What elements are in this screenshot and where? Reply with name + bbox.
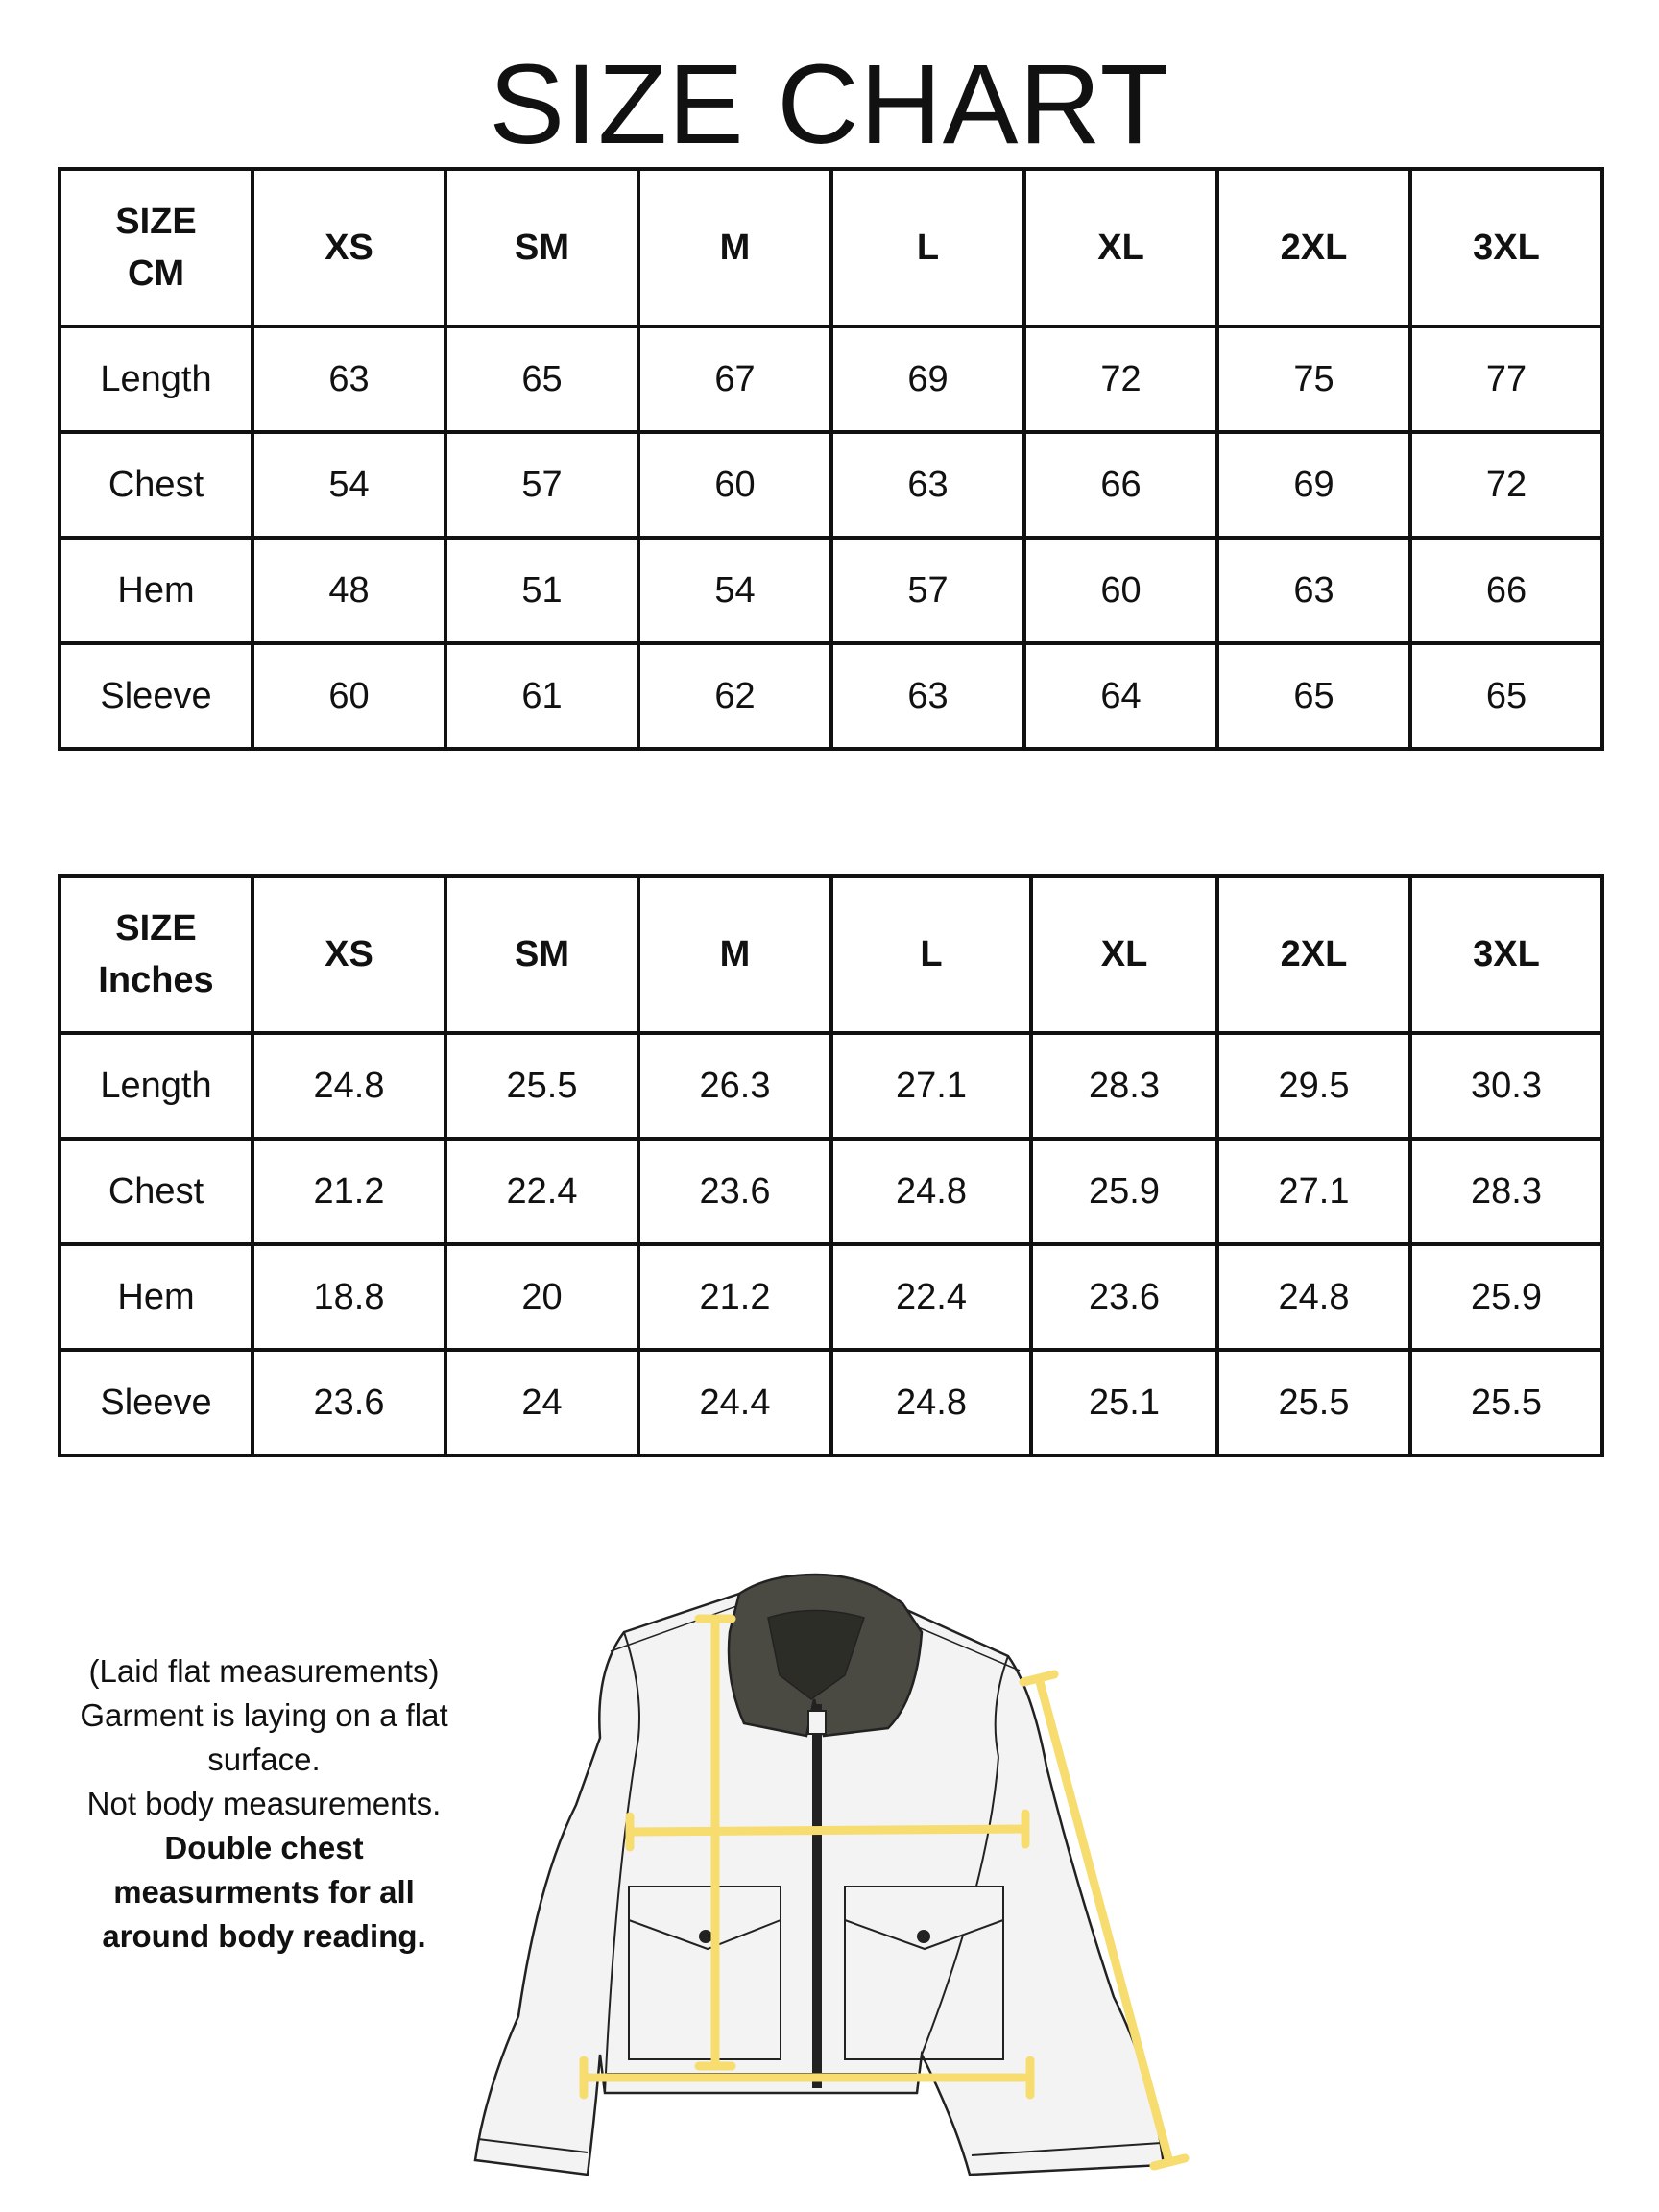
table-cell: 22.4 <box>831 1244 1031 1350</box>
table-cell: 77 <box>1410 326 1602 432</box>
jacket-measurement-icon <box>451 1536 1219 2208</box>
table-cell: 57 <box>831 538 1024 643</box>
size-header: L <box>831 876 1031 1033</box>
table-cell: 72 <box>1024 326 1217 432</box>
table-cell: 54 <box>638 538 831 643</box>
table-cell: 67 <box>638 326 831 432</box>
row-label: Chest <box>60 1139 252 1244</box>
table-cell: 29.5 <box>1217 1033 1410 1139</box>
size-header: 3XL <box>1410 169 1602 326</box>
table-cell: 24 <box>445 1350 638 1455</box>
table-header-row <box>60 876 1602 1033</box>
note-line: Garment is laying on a flat <box>80 1697 448 1733</box>
row-label: Sleeve <box>60 1350 252 1455</box>
table-cell: 23.6 <box>252 1350 445 1455</box>
table-cell: 61 <box>445 643 638 749</box>
table-cell: 24.4 <box>638 1350 831 1455</box>
table-cell: 25.5 <box>1410 1350 1602 1455</box>
table-cell: 63 <box>831 643 1024 749</box>
unit-label: CM <box>127 253 185 294</box>
table-cell: 23.6 <box>638 1139 831 1244</box>
table-cell: 27.1 <box>831 1033 1031 1139</box>
table-cell: 27.1 <box>1217 1139 1410 1244</box>
table-cell: 66 <box>1024 432 1217 538</box>
size-header: 3XL <box>1410 876 1602 1033</box>
size-label: SIZE <box>115 202 197 242</box>
table-row <box>60 1244 1602 1350</box>
table-cell: 25.9 <box>1031 1139 1217 1244</box>
zipper <box>812 1704 822 2088</box>
table-row <box>60 432 1602 538</box>
size-unit-label <box>60 876 252 1033</box>
table-cell: 28.3 <box>1410 1139 1602 1244</box>
size-header: SM <box>445 169 638 326</box>
table-cell: 65 <box>1410 643 1602 749</box>
note-line: surface. <box>207 1742 321 1777</box>
table-cell: 60 <box>1024 538 1217 643</box>
table-cell: 60 <box>638 432 831 538</box>
table-cell: 24.8 <box>252 1033 445 1139</box>
table-cell: 51 <box>445 538 638 643</box>
size-header: SM <box>445 876 638 1033</box>
table-cell: 65 <box>445 326 638 432</box>
note-bold-line: around body reading. <box>102 1918 426 1954</box>
table-cell: 75 <box>1217 326 1410 432</box>
size-header: 2XL <box>1217 169 1410 326</box>
table-cell: 69 <box>1217 432 1410 538</box>
table-cell: 28.3 <box>1031 1033 1217 1139</box>
row-label: Length <box>60 1033 252 1139</box>
page-title: SIZE CHART <box>489 41 1170 168</box>
table-cell: 30.3 <box>1410 1033 1602 1139</box>
note-bold-line: measurments for all <box>113 1874 415 1910</box>
size-header: L <box>831 169 1024 326</box>
table-cell: 64 <box>1024 643 1217 749</box>
table-cell: 65 <box>1217 643 1410 749</box>
size-header: XL <box>1024 169 1217 326</box>
size-unit-label <box>60 169 252 326</box>
table-cell: 25.5 <box>445 1033 638 1139</box>
table-cell: 63 <box>252 326 445 432</box>
table-cell: 57 <box>445 432 638 538</box>
size-header: XS <box>252 169 445 326</box>
table-cell: 18.8 <box>252 1244 445 1350</box>
note-bold-line: Double chest <box>164 1830 364 1865</box>
note-line: Not body measurements. <box>86 1786 442 1821</box>
table-cell: 24.8 <box>831 1139 1031 1244</box>
size-table-cm <box>58 167 1604 751</box>
table-cell: 66 <box>1410 538 1602 643</box>
size-header: 2XL <box>1217 876 1410 1033</box>
table-row <box>60 538 1602 643</box>
table-row <box>60 1350 1602 1455</box>
table-cell: 21.2 <box>252 1139 445 1244</box>
table-cell: 54 <box>252 432 445 538</box>
table-cell: 24.8 <box>1217 1244 1410 1350</box>
row-label: Hem <box>60 1244 252 1350</box>
table-row <box>60 1033 1602 1139</box>
table-cell: 25.1 <box>1031 1350 1217 1455</box>
size-header: M <box>638 169 831 326</box>
size-header: M <box>638 876 831 1033</box>
row-label: Hem <box>60 538 252 643</box>
row-label: Sleeve <box>60 643 252 749</box>
table-cell: 22.4 <box>445 1139 638 1244</box>
table-cell: 60 <box>252 643 445 749</box>
row-label: Chest <box>60 432 252 538</box>
row-label: Length <box>60 326 252 432</box>
table-cell: 25.5 <box>1217 1350 1410 1455</box>
size-label: SIZE <box>115 908 197 949</box>
size-table-inches <box>58 874 1604 1457</box>
table-cell: 20 <box>445 1244 638 1350</box>
table-cell: 21.2 <box>638 1244 831 1350</box>
table-cell: 48 <box>252 538 445 643</box>
table-cell: 23.6 <box>1031 1244 1217 1350</box>
measurement-notes <box>38 1649 490 1959</box>
note-line: (Laid flat measurements) <box>88 1653 440 1689</box>
table-cell: 63 <box>831 432 1024 538</box>
size-header: XL <box>1031 876 1217 1033</box>
table-row <box>60 326 1602 432</box>
size-header: XS <box>252 876 445 1033</box>
table-cell: 62 <box>638 643 831 749</box>
table-cell: 25.9 <box>1410 1244 1602 1350</box>
table-row <box>60 643 1602 749</box>
table-cell: 69 <box>831 326 1024 432</box>
table-cell: 24.8 <box>831 1350 1031 1455</box>
table-cell: 63 <box>1217 538 1410 643</box>
table-header-row <box>60 169 1602 326</box>
table-row <box>60 1139 1602 1244</box>
table-cell: 72 <box>1410 432 1602 538</box>
table-cell: 26.3 <box>638 1033 831 1139</box>
unit-label: Inches <box>98 960 214 1000</box>
